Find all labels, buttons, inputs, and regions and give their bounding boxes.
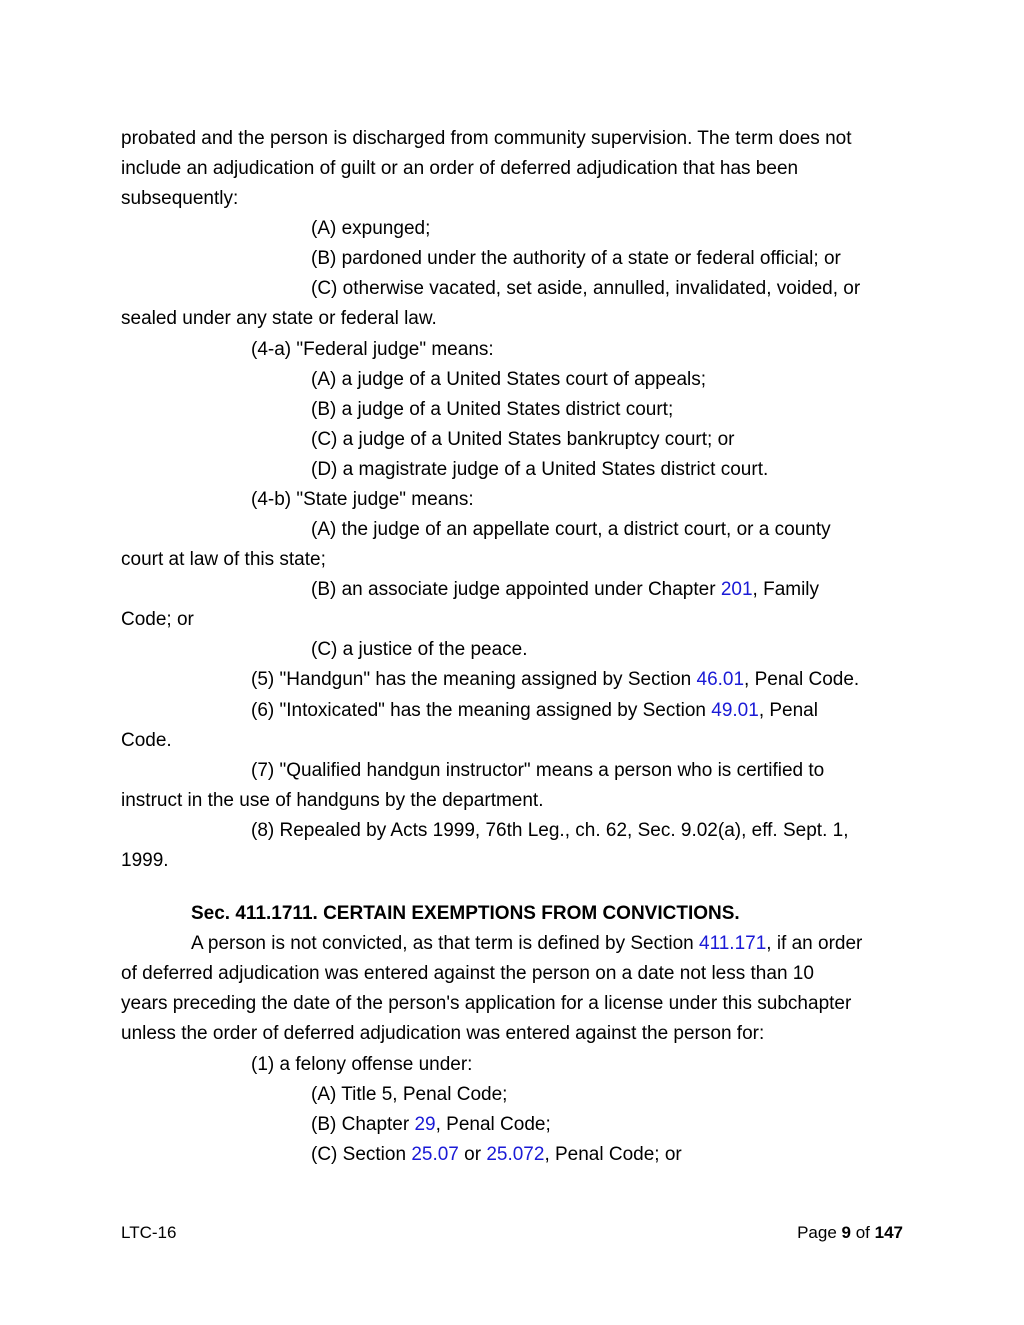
- text-line: court at law of this state;: [121, 549, 326, 570]
- section-25-07-link[interactable]: 25.07: [411, 1144, 459, 1165]
- text-segment: (B) an associate judge appointed under Chapter: [311, 579, 721, 600]
- text-line: [191, 932, 862, 956]
- text-segment: (B) Chapter: [311, 1114, 415, 1135]
- text-line: (B) pardoned under the authority of a state or federal official; or: [311, 248, 841, 269]
- text-line: years preceding the date of the person's application for a license under this subchapter: [121, 993, 852, 1014]
- section-49-01-link[interactable]: 49.01: [711, 700, 759, 721]
- text-line: instruct in the use of handguns by the department.: [121, 790, 544, 811]
- text-segment: A person is not convicted, as that term is defined by Section: [191, 933, 699, 954]
- section-heading: Sec. 411.1711. CERTAIN EXEMPTIONS FROM CONVICTIONS.: [191, 903, 740, 924]
- text-segment: or: [458, 1144, 487, 1165]
- text-line: [311, 1113, 551, 1137]
- text-line: [251, 668, 859, 692]
- text-line: (8) Repealed by Acts 1999, 76th Leg., ch. 62, Sec. 9.02(a), eff. Sept. 1,: [251, 820, 849, 841]
- text-line: (7) "Qualified handgun instructor" means a person who is certified to: [251, 760, 825, 781]
- text-line: include an adjudication of guilt or an order of deferred adjudication that has been: [121, 158, 799, 179]
- text-segment: , Penal Code;: [435, 1114, 551, 1135]
- text-line: (C) a justice of the peace.: [311, 639, 528, 660]
- text-line: probated and the person is discharged from community supervision. The term does not: [121, 128, 852, 149]
- text-line: (A) the judge of an appellate court, a district court, or a county: [311, 519, 831, 540]
- text-line: (4-b) "State judge" means:: [251, 489, 474, 510]
- text-segment: (6) "Intoxicated" has the meaning assigned by Section: [251, 700, 712, 721]
- text-line: (A) expunged;: [311, 218, 431, 239]
- chapter-201-link[interactable]: 201: [720, 579, 753, 600]
- text-line: Code; or: [121, 609, 194, 630]
- text-line: (B) a judge of a United States district court;: [311, 399, 674, 420]
- text-line: 1999.: [121, 850, 169, 871]
- text-line: (4-a) "Federal judge" means:: [251, 339, 494, 360]
- total-pages: 147: [874, 1223, 903, 1242]
- text-line: [311, 1143, 682, 1167]
- text-line: (C) otherwise vacated, set aside, annulled, invalidated, voided, or: [311, 278, 861, 299]
- text-segment: (C) Section: [311, 1144, 412, 1165]
- text-line: [251, 699, 818, 723]
- text-segment: , Penal Code; or: [544, 1144, 682, 1165]
- text-line: [311, 578, 819, 602]
- text-line: unless the order of deferred adjudication was entered against the person for:: [121, 1023, 765, 1044]
- text-line: Code.: [121, 730, 172, 751]
- section-46-01-link[interactable]: 46.01: [696, 669, 745, 690]
- footer-doc-id: LTC-16: [121, 1223, 177, 1242]
- text-line: (A) a judge of a United States court of appeals;: [311, 369, 707, 390]
- text-segment: , Penal Code.: [744, 669, 860, 690]
- section-25-072-link[interactable]: 25.072: [486, 1144, 545, 1165]
- text-segment: (5) "Handgun" has the meaning assigned by Section: [251, 669, 697, 690]
- footer-page-number: [797, 1221, 903, 1245]
- section-411-171-link[interactable]: 411.171: [699, 933, 767, 954]
- text-line: (1) a felony offense under:: [251, 1054, 473, 1075]
- text-segment: , if an order: [766, 933, 863, 954]
- text-line: sealed under any state or federal law.: [121, 308, 437, 329]
- page-label: Page: [797, 1223, 842, 1242]
- of-label: of: [851, 1223, 875, 1242]
- text-line: subsequently:: [121, 188, 239, 209]
- text-segment: , Family: [752, 579, 820, 600]
- current-page: 9: [841, 1223, 851, 1242]
- text-line: of deferred adjudication was entered against the person on a date not less than 10: [121, 963, 814, 984]
- text-line: (C) a judge of a United States bankruptcy court; or: [311, 429, 735, 450]
- chapter-29-link[interactable]: 29: [414, 1114, 436, 1135]
- text-line: (A) Title 5, Penal Code;: [311, 1084, 508, 1105]
- text-segment: , Penal: [758, 700, 818, 721]
- text-line: (D) a magistrate judge of a United States district court.: [311, 459, 769, 480]
